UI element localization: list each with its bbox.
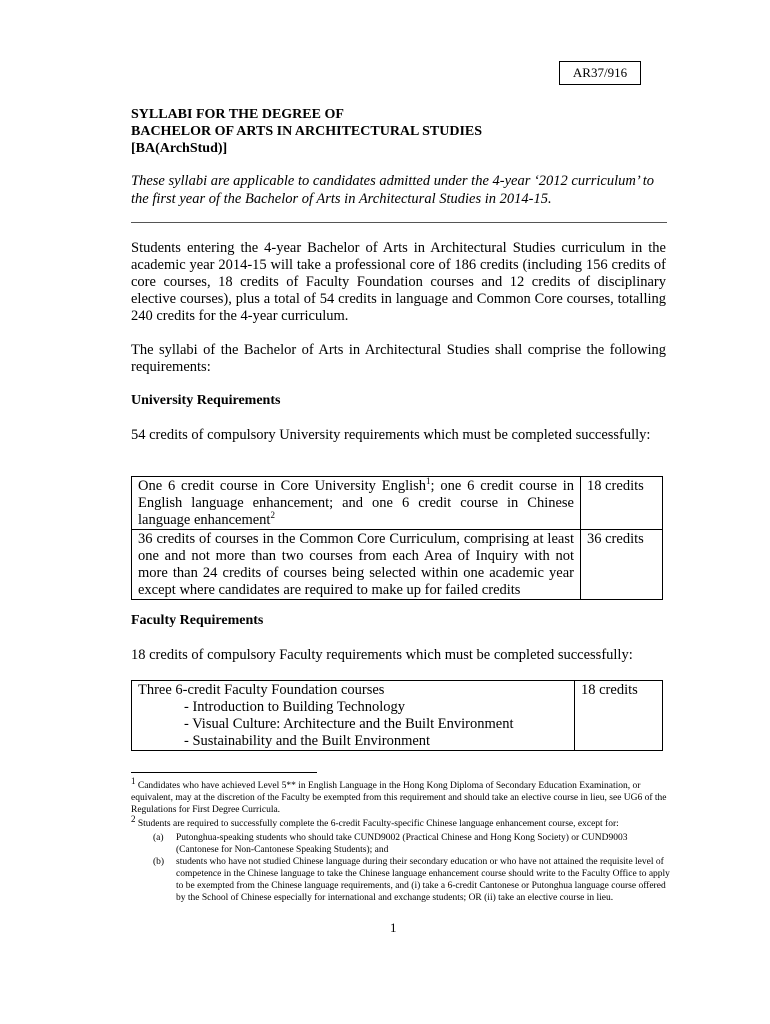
table-row: [132, 477, 663, 530]
requirement-description: [132, 681, 575, 751]
document-title: [131, 106, 482, 157]
horizontal-divider: [131, 222, 667, 223]
footnote-2a: [131, 832, 671, 856]
requirement-credits: 18 credits: [575, 681, 663, 751]
curriculum-paragraph: Students entering the 4-year Bachelor of Arts in Architectural Studies curriculum in the academic year 2014-15 will take a professional core of 186 credits (including 156 credits of core courses, 18 credits of Faculty Foundation courses and 12 credits of disciplinary elective courses), plus a total of 54 credits in language and Common Core courses, totalling 240 credits for the 4-year curriculum.: [131, 240, 666, 324]
university-requirements-intro: 54 credits of compulsory University requirements which must be completed successfully:: [131, 427, 651, 443]
footnote-mark: 1: [131, 775, 136, 786]
footnote-text: Candidates who have achieved Level 5** in English Language in the Hong Kong Diploma of Secondary Education Examination, or equivalent, may at the discretion of the Faculty be exempted from this requirement and should take an elective course in lieu, see UG6 of the Regulations for First Degree Curricula.: [131, 781, 667, 815]
intro-statement: These syllabi are applicable to candidates admitted under the 4-year ‘2012 curriculum’ to the first year of the Bachelor of Arts in Architectural Studies in 2014-15.: [131, 173, 654, 207]
footnote-sub-text: students who have not studied Chinese language during their secondary education or who have not attained the requisite level of competence in the Chinese language to take the Chinese language enhancement course should write to the Faculty Office to apply to be exempted from the Chinese language requirements, and (i) take a 6-credit Cantonese or Putonghua language course offered by the School of Chinese especially for international and exchange students; OR (ii) take an elective course in lieu.: [176, 857, 670, 903]
title-line-1: SYLLABI FOR THE DEGREE OF: [131, 107, 344, 122]
faculty-requirements-table: [131, 680, 663, 751]
footnote-sub-text: Putonghua-speaking students who should take CUND9002 (Practical Chinese and Hong Kong Society) or CUND9003 (Cantonese for Non-Cantonese Speaking Students); and: [176, 833, 628, 855]
requirement-credits: 18 credits: [581, 477, 663, 530]
footnote-sub-label: (b): [153, 857, 165, 867]
reference-code-box: AR37/916: [559, 61, 641, 85]
course-item: - Introduction to Building Technology: [184, 699, 406, 715]
footnote-1: [131, 775, 671, 816]
course-item: - Sustainability and the Built Environment: [184, 733, 431, 749]
title-line-2: BACHELOR OF ARTS IN ARCHITECTURAL STUDIES: [131, 124, 483, 139]
syllabi-paragraph: The syllabi of the Bachelor of Arts in Architectural Studies shall comprise the following requirements:: [131, 342, 666, 375]
university-requirements-table: [131, 476, 663, 600]
faculty-requirements-heading: Faculty Requirements: [131, 613, 264, 628]
footnote-separator: [131, 772, 317, 773]
requirement-credits: 36 credits: [581, 530, 663, 600]
university-requirements-heading: University Requirements: [131, 393, 281, 408]
requirement-text: ; one 6 credit course in English language enhancement; and one 6 credit course in Chinese language enhancement: [138, 478, 575, 528]
requirement-text: One 6 credit course in Core University English: [138, 478, 427, 494]
requirement-text: Three 6-credit Faculty Foundation courses: [138, 682, 385, 698]
footnote-text: Students are required to successfully complete the 6-credit Faculty-specific Chinese language enhancement course, except for:: [137, 819, 619, 829]
footnote-2b: [131, 856, 671, 904]
footnotes: [131, 775, 671, 904]
requirement-description: 36 credits of courses in the Common Core Curriculum, comprising at least one and not more than two courses from each Area of Inquiry with not more than 24 credits of courses being selected within one academic year except where candidates are required to make up for failed credits: [132, 530, 581, 600]
footnote-2: [131, 813, 671, 830]
page-number: 1: [390, 920, 397, 935]
title-line-3: [BA(ArchStud)]: [131, 141, 228, 156]
table-row: [132, 681, 663, 751]
faculty-requirements-intro: 18 credits of compulsory Faculty requirements which must be completed successfully:: [131, 647, 633, 663]
course-item: - Visual Culture: Architecture and the Built Environment: [184, 716, 514, 732]
footnote-mark: 2: [131, 813, 136, 824]
table-row: [132, 530, 663, 600]
footnote-ref: 1: [426, 476, 431, 487]
footnote-ref: 2: [270, 510, 275, 521]
requirement-description: [132, 477, 581, 530]
footnote-sub-label: (a): [153, 833, 164, 843]
